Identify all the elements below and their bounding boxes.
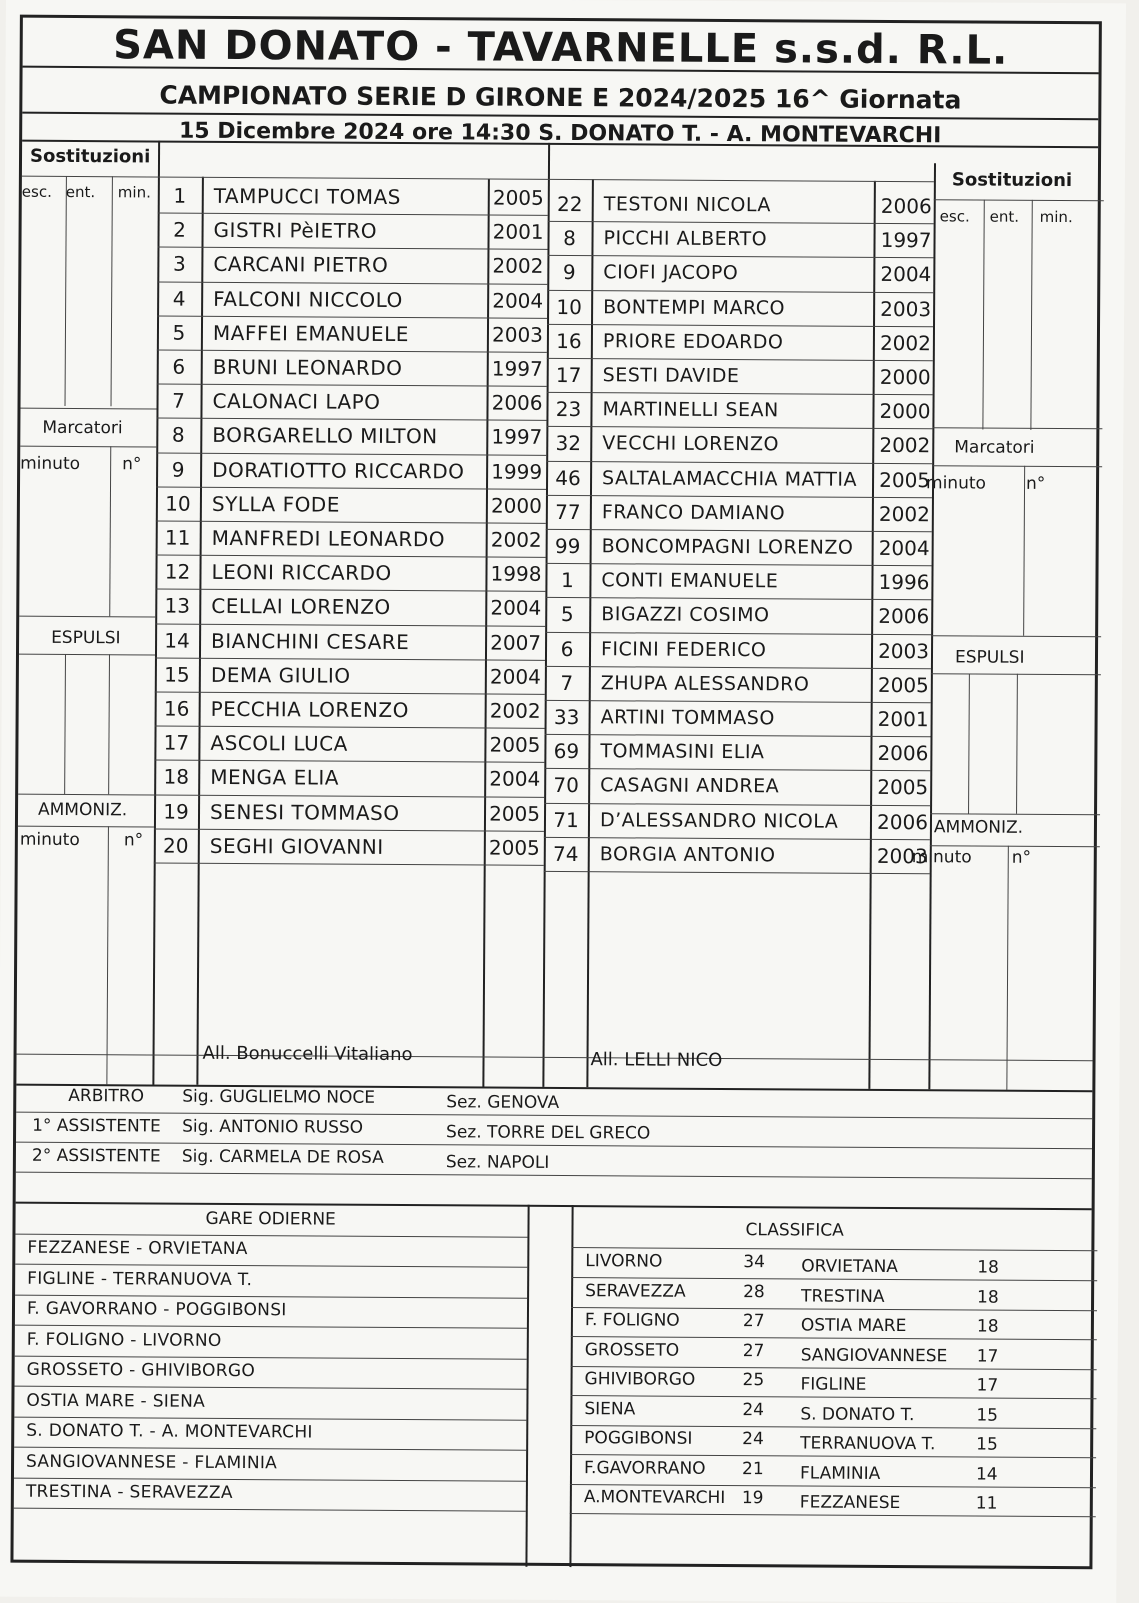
table-row bbox=[547, 358, 933, 396]
table-row bbox=[545, 563, 931, 601]
grid-line bbox=[570, 1513, 1096, 1517]
standing-team: FIGLINE bbox=[800, 1374, 867, 1395]
home-subs-label: Sostituzioni bbox=[29, 145, 151, 168]
player-name: CALONACI LAPO bbox=[212, 389, 381, 415]
official-name: Sig. CARMELA DE ROSA bbox=[181, 1146, 384, 1168]
player-name: TESTONI NICOLA bbox=[603, 193, 771, 217]
standing-team: FLAMINIA bbox=[799, 1462, 881, 1484]
player-number: 6 bbox=[560, 636, 574, 661]
player-year: 2001 bbox=[877, 707, 929, 732]
match-line: 15 Dicembre 2024 ore 14:30 S. DONATO T. - A. MONTEVARCHI bbox=[178, 118, 942, 149]
player-number: 9 bbox=[562, 260, 576, 285]
player-year: 2005 bbox=[879, 467, 931, 492]
standing-points: 19 bbox=[741, 1488, 764, 1509]
grid-line bbox=[525, 1205, 529, 1567]
gare-title: GARE ODIERNE bbox=[205, 1208, 336, 1230]
grid-line bbox=[16, 1172, 1092, 1180]
player-name: MARTINELLI SEAN bbox=[602, 398, 779, 422]
player-year: 2000 bbox=[490, 493, 542, 518]
table-row bbox=[157, 350, 547, 388]
player-name: ASCOLI LUCA bbox=[210, 731, 348, 756]
player-number: 5 bbox=[172, 320, 186, 345]
classifica-title: CLASSIFICA bbox=[745, 1220, 844, 1241]
championship-title: CAMPIONATO SERIE D GIRONE E 2024/2025 16^ Giornata bbox=[159, 80, 962, 115]
table-row bbox=[156, 418, 546, 456]
table-row bbox=[546, 392, 932, 430]
away-bookings-n-label: n° bbox=[1011, 847, 1032, 868]
standing-points: 18 bbox=[977, 1257, 999, 1278]
player-year: 2007 bbox=[490, 630, 542, 655]
grid-line bbox=[934, 199, 1104, 201]
grid-line bbox=[18, 826, 154, 828]
player-name: DORATIOTTO RICCARDO bbox=[212, 457, 465, 484]
table-row bbox=[157, 247, 547, 285]
player-number: 14 bbox=[164, 628, 190, 653]
player-year: 1999 bbox=[491, 459, 543, 484]
standing-points: 27 bbox=[742, 1340, 765, 1361]
standing-points: 24 bbox=[742, 1429, 764, 1450]
player-number: 17 bbox=[555, 363, 582, 388]
grid-line bbox=[19, 616, 155, 618]
table-row bbox=[544, 802, 930, 840]
table-row bbox=[545, 597, 931, 635]
grid-line bbox=[14, 1447, 526, 1451]
player-name: SYLLA FODE bbox=[211, 491, 340, 517]
grid-line bbox=[15, 1386, 527, 1390]
table-row bbox=[155, 657, 545, 695]
standing-team: ORVIETANA bbox=[801, 1256, 899, 1278]
table-row bbox=[157, 315, 547, 353]
grid-line bbox=[15, 1264, 527, 1268]
table-row bbox=[157, 213, 547, 251]
away-subs-label: Sostituzioni bbox=[951, 169, 1073, 192]
player-number: 99 bbox=[554, 534, 581, 559]
standing-team: SANGIOVANNESE bbox=[800, 1344, 948, 1366]
away-coach: All. LELLI NICO bbox=[590, 1049, 723, 1071]
match-item: F. GAVORRANO - POGGIBONSI bbox=[26, 1298, 287, 1321]
table-row bbox=[546, 460, 932, 498]
table-row bbox=[156, 486, 546, 524]
match-item: FIGLINE - TERRANUOVA T. bbox=[27, 1268, 253, 1290]
official-role: 2° ASSISTENTE bbox=[31, 1145, 161, 1167]
player-name: VECCHI LORENZO bbox=[602, 432, 780, 456]
table-row bbox=[154, 794, 544, 832]
sheet-frame bbox=[10, 15, 1101, 1570]
player-name: MENGA ELIA bbox=[210, 765, 340, 791]
player-number: 33 bbox=[553, 705, 580, 730]
match-item: OSTIA MARE - SIENA bbox=[26, 1390, 206, 1412]
player-name: BRUNI LEONARDO bbox=[212, 354, 403, 381]
player-name: LEONI RICCARDO bbox=[211, 560, 392, 586]
player-year: 2005 bbox=[877, 775, 929, 800]
player-year: 2000 bbox=[879, 399, 931, 424]
standing-team: FEZZANESE bbox=[799, 1492, 901, 1514]
player-name: FALCONI NICCOLO bbox=[213, 286, 403, 312]
grid-line bbox=[570, 1395, 1096, 1399]
match-item: GROSSETO - GHIVIBORGO bbox=[26, 1359, 256, 1382]
player-year: 2002 bbox=[489, 698, 541, 723]
standing-team: SIENA bbox=[584, 1398, 636, 1419]
player-number: 77 bbox=[555, 499, 581, 524]
player-name: PRIORE EDOARDO bbox=[602, 330, 784, 354]
player-number: 46 bbox=[555, 465, 581, 490]
grid-line bbox=[65, 176, 67, 406]
player-number: 3 bbox=[172, 252, 186, 277]
standing-team: TERRANUOVA T. bbox=[800, 1433, 936, 1455]
player-number: 11 bbox=[164, 525, 191, 550]
player-name: SENESI TOMMASO bbox=[209, 799, 400, 825]
grid-line bbox=[16, 1202, 1092, 1211]
player-year: 2004 bbox=[492, 288, 544, 313]
player-name: BIGAZZI COSIMO bbox=[601, 603, 770, 627]
player-year: 2006 bbox=[877, 741, 929, 766]
player-year: 1998 bbox=[490, 561, 542, 587]
player-name: ZHUPA ALESSANDRO bbox=[600, 672, 810, 696]
player-year: 2006 bbox=[877, 809, 929, 834]
player-year: 2000 bbox=[879, 365, 931, 390]
standing-team: LIVORNO bbox=[585, 1251, 663, 1272]
away-esc-label: esc. bbox=[939, 207, 970, 226]
table-row bbox=[544, 768, 930, 806]
player-year: 2003 bbox=[491, 322, 544, 347]
grid-line bbox=[18, 794, 154, 796]
player-year: 2002 bbox=[490, 527, 542, 552]
standing-points: 21 bbox=[741, 1458, 764, 1479]
player-year: 2006 bbox=[491, 390, 543, 416]
player-number: 13 bbox=[164, 594, 191, 619]
table-row bbox=[156, 384, 546, 422]
player-name: DEMA GIULIO bbox=[210, 662, 351, 688]
away-bookings-label: AMMONIZ. bbox=[933, 817, 1024, 838]
standing-team: GHIVIBORGO bbox=[584, 1369, 696, 1390]
player-year: 2003 bbox=[876, 843, 928, 869]
grid-line bbox=[1023, 466, 1025, 636]
grid-line bbox=[1030, 200, 1032, 430]
table-row bbox=[546, 426, 932, 464]
player-name: BIANCHINI CESARE bbox=[211, 628, 410, 654]
player-year: 2005 bbox=[877, 672, 929, 698]
player-number: 5 bbox=[560, 602, 574, 627]
player-number: 20 bbox=[163, 833, 189, 858]
player-year: 2005 bbox=[489, 801, 541, 826]
player-year: 1996 bbox=[878, 570, 930, 595]
home-coach: All. Bonuccelli Vitaliano bbox=[202, 1042, 413, 1066]
match-item: FEZZANESE - ORVIETANA bbox=[27, 1237, 248, 1260]
standing-team: SERAVEZZA bbox=[585, 1280, 686, 1302]
player-name: CARCANI PIETRO bbox=[213, 252, 389, 278]
player-year: 2006 bbox=[878, 604, 930, 629]
home-esc-label: esc. bbox=[21, 182, 52, 201]
player-number: 7 bbox=[560, 670, 574, 695]
player-number: 10 bbox=[556, 294, 582, 319]
standing-team: GROSSETO bbox=[584, 1339, 680, 1361]
grid-line bbox=[20, 446, 156, 448]
standing-points: 24 bbox=[742, 1399, 765, 1420]
home-bookings-n-label: n° bbox=[123, 830, 144, 851]
player-name: BONTEMPI MARCO bbox=[603, 295, 786, 320]
official-name: Sig. ANTONIO RUSSO bbox=[182, 1116, 364, 1138]
player-name: MANFREDI LEONARDO bbox=[211, 525, 446, 552]
player-number: 74 bbox=[552, 841, 579, 866]
table-row bbox=[155, 555, 545, 593]
player-number: 12 bbox=[164, 559, 191, 584]
grid-line bbox=[19, 654, 155, 656]
standing-team: F.GAVORRANO bbox=[583, 1457, 706, 1479]
table-row bbox=[544, 734, 930, 772]
player-year: 2004 bbox=[489, 767, 541, 792]
table-row bbox=[155, 589, 545, 627]
player-name: CELLAI LORENZO bbox=[211, 594, 391, 620]
table-row bbox=[155, 623, 545, 661]
standing-points: 17 bbox=[976, 1375, 999, 1396]
grid-line bbox=[109, 446, 111, 616]
standing-points: 18 bbox=[977, 1287, 999, 1308]
table-row bbox=[154, 726, 544, 764]
player-number: 22 bbox=[556, 192, 583, 217]
standing-points: 17 bbox=[976, 1346, 999, 1367]
table-row bbox=[544, 837, 930, 875]
standing-points: 27 bbox=[742, 1311, 765, 1332]
standing-team: TRESTINA bbox=[801, 1285, 885, 1307]
home-ent-label: ent. bbox=[65, 182, 96, 202]
table-row bbox=[154, 760, 544, 798]
player-name: FICINI FEDERICO bbox=[600, 637, 767, 661]
grid-line bbox=[17, 1054, 1093, 1062]
standing-points: 14 bbox=[975, 1464, 998, 1485]
grid-line bbox=[930, 813, 1100, 815]
player-year: 2001 bbox=[492, 219, 544, 245]
player-year: 2002 bbox=[878, 501, 930, 527]
away-scorers-label: Marcatori bbox=[954, 437, 1035, 458]
table-row bbox=[547, 221, 933, 259]
player-year: 2005 bbox=[492, 185, 544, 210]
standing-team: POGGIBONSI bbox=[584, 1428, 693, 1449]
standing-points: 25 bbox=[742, 1370, 765, 1391]
home-scorers-n-label: n° bbox=[122, 454, 142, 475]
home-scorers-minute-label: minuto bbox=[20, 453, 81, 475]
grid-line bbox=[1016, 674, 1018, 814]
grid-line bbox=[1006, 846, 1008, 1090]
player-name: ARTINI TOMMASO bbox=[600, 706, 775, 730]
player-year: 2005 bbox=[489, 732, 541, 758]
player-number: 4 bbox=[172, 286, 186, 311]
official-role: 1° ASSISTENTE bbox=[32, 1115, 161, 1137]
player-year: 2004 bbox=[878, 536, 930, 561]
table-row bbox=[158, 179, 548, 217]
player-name: BORGARELLO MILTON bbox=[212, 423, 438, 449]
player-name: MAFFEI EMANUELE bbox=[212, 320, 409, 346]
table-row bbox=[156, 452, 546, 490]
player-name: BONCOMPAGNI LORENZO bbox=[601, 535, 854, 559]
player-year: 2004 bbox=[490, 596, 542, 621]
table-row bbox=[154, 828, 544, 866]
player-number: 23 bbox=[555, 397, 582, 422]
player-number: 1 bbox=[561, 568, 574, 593]
match-item: TRESTINA - SERAVEZZA bbox=[25, 1481, 233, 1503]
match-item: F. FOLIGNO - LIVORNO bbox=[26, 1329, 222, 1351]
grid-line bbox=[968, 673, 970, 813]
home-scorers-label: Marcatori bbox=[42, 417, 123, 439]
home-bookings-label: AMMONIZ. bbox=[37, 799, 128, 821]
grid-line bbox=[931, 635, 1101, 637]
official-role: ARBITRO bbox=[68, 1085, 145, 1107]
table-row bbox=[545, 700, 931, 738]
player-number: 1 bbox=[173, 183, 187, 208]
standing-team: S. DONATO T. bbox=[800, 1403, 915, 1425]
player-name: GISTRI PèIETRO bbox=[213, 218, 378, 244]
player-name: CIOFI JACOPO bbox=[603, 261, 739, 285]
grid-line bbox=[932, 465, 1102, 467]
away-bookings-minute-label: minuto bbox=[911, 847, 972, 868]
grid-line bbox=[15, 1294, 527, 1298]
player-year: 2006 bbox=[880, 194, 932, 219]
player-year: 2002 bbox=[492, 254, 544, 279]
table-row bbox=[155, 692, 545, 730]
grid-line bbox=[20, 408, 156, 410]
standing-team: F. FOLIGNO bbox=[584, 1310, 680, 1331]
grid-line bbox=[111, 176, 113, 406]
player-number: 19 bbox=[163, 799, 189, 824]
player-number: 9 bbox=[171, 457, 185, 482]
player-number: 10 bbox=[165, 491, 191, 516]
away-ent-label: ent. bbox=[989, 207, 1020, 226]
home-sent-off-label: ESPULSI bbox=[51, 627, 121, 649]
table-row bbox=[545, 631, 931, 669]
grid-line bbox=[108, 654, 110, 794]
player-number: 18 bbox=[163, 765, 190, 790]
player-year: 2004 bbox=[489, 664, 541, 689]
player-year: 1997 bbox=[491, 425, 543, 450]
player-name: TAMPUCCI TOMAS bbox=[213, 183, 401, 210]
match-item: S. DONATO T. - A. MONTEVARCHI bbox=[26, 1420, 313, 1443]
player-number: 6 bbox=[172, 354, 186, 379]
table-row bbox=[157, 281, 547, 319]
player-name: SALTALAMACCHIA MATTIA bbox=[602, 466, 858, 491]
standing-points: 15 bbox=[976, 1434, 998, 1455]
table-row bbox=[546, 495, 932, 533]
home-bookings-minute-label: minuto bbox=[19, 829, 80, 851]
official-section: Sez. TORRE DEL GRECO bbox=[446, 1122, 651, 1144]
standing-points: 15 bbox=[976, 1405, 999, 1426]
table-row bbox=[546, 529, 932, 567]
home-min-label: min. bbox=[117, 183, 151, 202]
standing-points: 11 bbox=[975, 1493, 998, 1514]
player-number: 69 bbox=[553, 739, 580, 764]
player-year: 2003 bbox=[878, 638, 930, 663]
player-number: 32 bbox=[555, 431, 582, 456]
player-name: TOMMASINI ELIA bbox=[600, 740, 765, 764]
match-item: SANGIOVANNESE - FLAMINIA bbox=[26, 1451, 278, 1473]
grid-line bbox=[932, 427, 1102, 429]
grid-line bbox=[14, 1508, 526, 1512]
player-year: 2002 bbox=[879, 433, 931, 458]
grid-line bbox=[15, 1325, 527, 1329]
grid-line bbox=[16, 1084, 1092, 1093]
standing-points: 18 bbox=[976, 1316, 999, 1337]
grid-line bbox=[64, 654, 66, 794]
player-name: BORGIA ANTONIO bbox=[599, 843, 776, 867]
player-number: 7 bbox=[172, 388, 185, 413]
player-name: SESTI DAVIDE bbox=[602, 364, 740, 388]
player-number: 16 bbox=[163, 696, 190, 721]
standing-team: A.MONTEVARCHI bbox=[583, 1487, 726, 1509]
away-sent-off-label: ESPULSI bbox=[954, 647, 1025, 668]
table-row bbox=[545, 666, 931, 704]
official-section: Sez. GENOVA bbox=[446, 1092, 560, 1113]
standing-team: OSTIA MARE bbox=[800, 1315, 907, 1337]
grid-line bbox=[982, 200, 984, 430]
player-year: 1997 bbox=[880, 228, 932, 253]
player-number: 8 bbox=[171, 423, 185, 448]
grid-line bbox=[106, 826, 109, 1084]
table-row bbox=[156, 521, 546, 559]
player-year: 2003 bbox=[880, 296, 932, 321]
table-row bbox=[547, 255, 933, 293]
player-name: FRANCO DAMIANO bbox=[601, 501, 786, 525]
grid-line bbox=[15, 1355, 527, 1359]
player-number: 8 bbox=[563, 226, 576, 251]
away-scorers-minute-label: minuto bbox=[925, 473, 987, 494]
official-section: Sez. NAPOLI bbox=[445, 1152, 550, 1173]
grid-line bbox=[14, 1416, 526, 1420]
player-number: 71 bbox=[553, 807, 579, 832]
player-number: 17 bbox=[163, 730, 190, 755]
player-number: 2 bbox=[173, 217, 187, 242]
player-year: 2002 bbox=[879, 330, 931, 356]
player-year: 2005 bbox=[488, 835, 540, 860]
player-year: 2004 bbox=[880, 262, 932, 287]
away-scorers-n-label: n° bbox=[1025, 473, 1046, 494]
away-min-label: min. bbox=[1039, 207, 1073, 227]
player-number: 16 bbox=[556, 328, 582, 353]
table-row bbox=[547, 324, 933, 362]
player-name: PICCHI ALBERTO bbox=[603, 227, 768, 251]
player-name: CONTI EMANUELE bbox=[601, 569, 779, 593]
standing-points: 28 bbox=[743, 1281, 765, 1302]
player-name: SEGHI GIOVANNI bbox=[209, 833, 384, 859]
player-number: 15 bbox=[164, 662, 190, 687]
grid-line bbox=[931, 673, 1101, 675]
table-row bbox=[548, 187, 934, 225]
club-title: SAN DONATO - TAVARNELLE s.s.d. R.L. bbox=[113, 22, 1009, 74]
player-year: 1997 bbox=[491, 356, 543, 381]
official-name: Sig. GUGLIELMO NOCE bbox=[182, 1086, 376, 1108]
table-row bbox=[547, 289, 933, 327]
grid-line bbox=[14, 1477, 526, 1481]
standing-points: 34 bbox=[743, 1252, 765, 1273]
player-name: D’ALESSANDRO NICOLA bbox=[599, 808, 839, 833]
player-number: 70 bbox=[553, 773, 579, 798]
player-name: PECCHIA LORENZO bbox=[210, 696, 409, 723]
player-name: CASAGNI ANDREA bbox=[600, 774, 780, 798]
